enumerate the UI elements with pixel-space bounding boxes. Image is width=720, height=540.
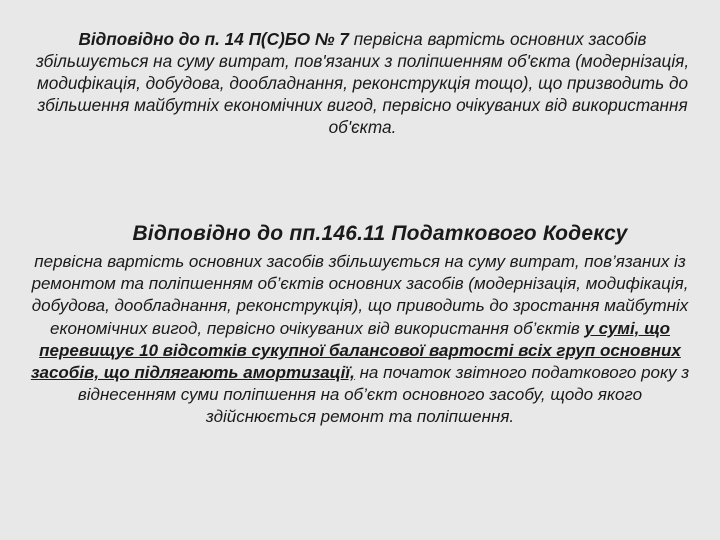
tax-code-heading: Відповідно до пп.146.11 Податкового Кодексу xyxy=(132,222,628,245)
paragraph-body: первісна вартість основних засобів збільшується на суму витрат, пов'язаних з поліпшенням об'єкта (модернізація, модифікація, добудова, дообладнання, реконструкція тощо), що призводить до збільшення майбутніх економічних вигод, первісно очікуваних від використання об'єкта. xyxy=(35,29,690,137)
underlined-emphasis: у сумі, що перевищує 10 відсотків сукупної балансової вартості всіх груп основних засобів, що підлягають амортизації, xyxy=(30,318,681,383)
paragraph-ps-bo-7 xyxy=(30,28,695,138)
paragraph-tail: на початок звітного податкового року з віднесенням суми поліпшення на об’єкт основного засобу, щодо якого здійснюється ремонт та поліпшення. xyxy=(77,363,690,427)
paragraph-body: первісна вартість основних засобів збільшується на суму витрат, пов’язаних із ремонтом та поліпшенням об’єктів основних засобів (модернізація, модифікація, добудова, дообладнання, реконструкція), що приводить до зростання майбутніх економічних вигод, первісно очікуваних від використання об’єктів xyxy=(31,252,689,338)
paragraph-tax-code xyxy=(22,251,698,429)
paragraph-lead: Відповідно до п. 14 П(С)БО № 7 xyxy=(78,29,349,49)
